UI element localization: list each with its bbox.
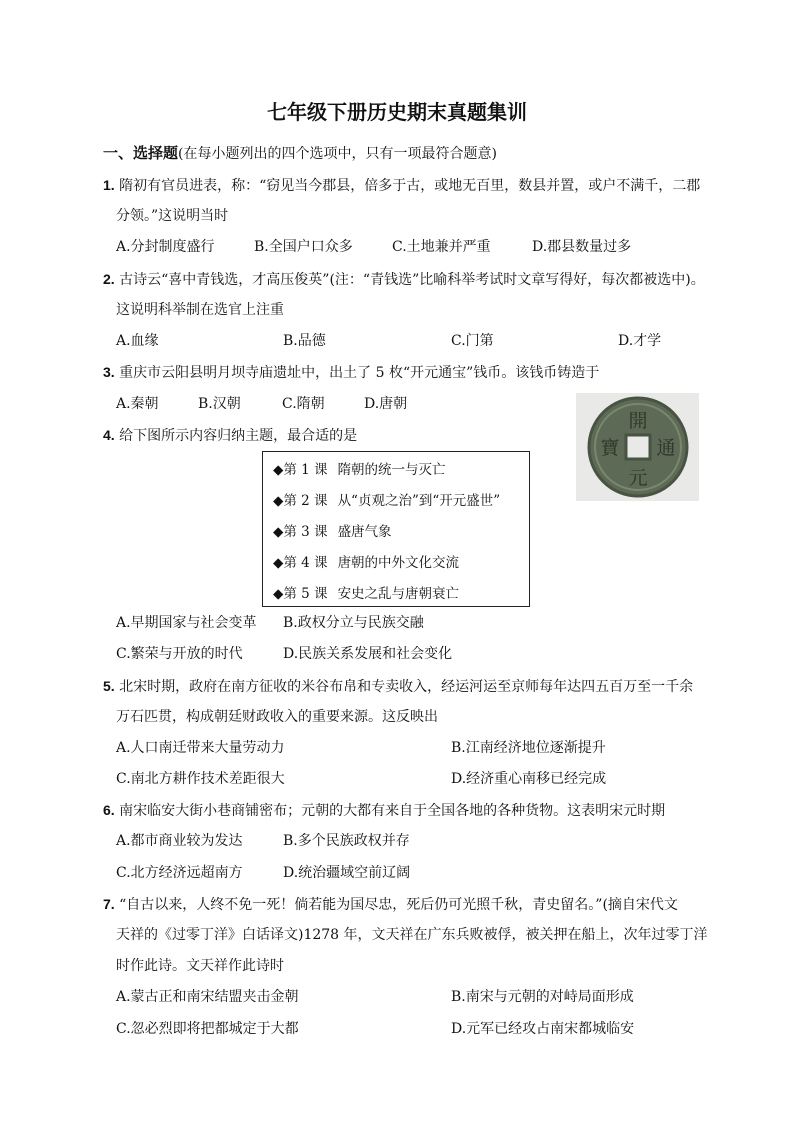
lesson-item	[273, 551, 459, 571]
lesson-title: 唐朝的中外文化交流	[337, 555, 460, 571]
question-number: 5.	[103, 678, 115, 694]
question-text-cont: 时作此诗。文天祥作此诗时	[116, 958, 284, 974]
coin-char-right: 通	[656, 437, 676, 459]
option-a[interactable]: A.血缘	[116, 333, 159, 349]
question-number: 3.	[103, 364, 115, 380]
lesson-number: ◆第 2 课	[273, 493, 328, 509]
option-c[interactable]: C.繁荣与开放的时代	[116, 646, 243, 662]
option-a[interactable]: A.早期国家与社会变革	[116, 615, 257, 631]
lesson-number: ◆第 3 课	[273, 524, 328, 540]
coin-char-left: 寶	[600, 437, 620, 459]
option-a[interactable]: A.分封制度盛行	[116, 239, 215, 255]
option-b[interactable]: B.南宋与元朝的对峙局面形成	[451, 989, 634, 1005]
option-a[interactable]: A.蒙古正和南宋结盟夹击金朝	[116, 989, 299, 1005]
option-d[interactable]: D.统治疆域空前辽阔	[283, 865, 411, 881]
option-b[interactable]: B.全国户口众多	[254, 239, 353, 255]
option-d[interactable]: D.郡县数量过多	[532, 239, 632, 255]
question-text: 重庆市云阳县明月坝寺庙遗址中，出土了 5 枚“开元通宝”钱币。该钱币铸造于	[119, 365, 600, 381]
question-3	[103, 357, 599, 389]
option-d[interactable]: D.元军已经攻占南宋都城临安	[451, 1021, 635, 1037]
question-4	[103, 420, 357, 452]
question-number: 1.	[103, 177, 115, 193]
question-number: 7.	[103, 896, 115, 912]
question-number: 6.	[103, 802, 115, 818]
option-c[interactable]: C.土地兼并严重	[392, 239, 491, 255]
question-text: 北宋时期，政府在南方征收的米谷布帛和专卖收入，经运河运至京师每年达四五百万至一千余	[119, 679, 694, 695]
lesson-title: 隋朝的统一与灭亡	[337, 462, 446, 478]
option-b[interactable]: B.多个民族政权并存	[283, 833, 410, 849]
question-number: 2.	[103, 271, 115, 287]
question-text: 给下图所示内容归纳主题，最合适的是	[119, 428, 358, 444]
option-b[interactable]: B.江南经济地位逐渐提升	[451, 740, 606, 756]
option-d[interactable]: D.经济重心南移已经完成	[451, 771, 607, 787]
lesson-item	[273, 520, 392, 540]
question-text-cont: 这说明科举制在选官上注重	[116, 302, 284, 318]
question-text: 南宋临安大街小巷商铺密布；元朝的大都有来自于全国各地的各种货物。这表明宋元时期	[119, 803, 666, 819]
option-c[interactable]: C.南北方耕作技术差距很大	[116, 771, 285, 787]
lesson-item	[273, 458, 446, 478]
question-6	[103, 795, 665, 827]
question-2	[103, 264, 705, 296]
question-text-cont: 万石匹贯，构成朝廷财政收入的重要来源。这反映出	[116, 709, 438, 725]
question-text-cont: 分领。”这说明当时	[116, 208, 229, 224]
option-d[interactable]: D.民族关系发展和社会变化	[283, 646, 453, 662]
option-c[interactable]: C.忽必烈即将把都城定于大都	[116, 1021, 299, 1037]
option-b[interactable]: B.品德	[283, 333, 326, 349]
coin-char-top: 開	[628, 410, 648, 432]
lesson-number: ◆第 4 课	[273, 555, 328, 571]
page-title: 七年级下册历史期末真题集训	[267, 100, 527, 124]
section-heading	[103, 142, 497, 163]
kaiyuan-tongbao-coin-icon	[576, 393, 699, 501]
option-a[interactable]: A.秦朝	[116, 396, 159, 412]
question-text: 隋初有官员进表，称：“窃见当今郡县，倍多于古，或地无百里，数县并置，或户不满千，二郡	[119, 178, 701, 194]
option-c[interactable]: C.北方经济远超南方	[116, 865, 243, 881]
question-5	[103, 671, 693, 703]
option-a[interactable]: A.都市商业较为发达	[116, 833, 243, 849]
lesson-item	[273, 489, 500, 509]
lesson-list-box	[262, 451, 530, 607]
question-text: 古诗云“喜中青钱选，才高压俊英”(注：“青钱选”比喻科举考试时文章写得好，每次都被选中)。	[119, 272, 705, 288]
lesson-item	[273, 582, 459, 602]
question-7	[103, 889, 678, 921]
option-c[interactable]: C.门第	[451, 333, 494, 349]
option-b[interactable]: B.政权分立与民族交融	[283, 615, 424, 631]
question-1	[103, 170, 700, 202]
lesson-number: ◆第 5 课	[273, 586, 328, 602]
lesson-number: ◆第 1 课	[273, 462, 328, 478]
section-label: 一、选择题	[103, 144, 179, 162]
lesson-title: 从“贞观之治”到“开元盛世”	[337, 493, 501, 509]
option-c[interactable]: C.隋朝	[282, 396, 325, 412]
option-d[interactable]: D.唐朝	[364, 396, 408, 412]
option-b[interactable]: B.汉朝	[198, 396, 241, 412]
section-note: (在每小题列出的四个选项中，只有一项最符合题意)	[178, 146, 497, 162]
question-text-cont: 天祥的《过零丁洋》白话译文)1278 年，文天祥在广东兵败被俘，被关押在船上，次年过零丁洋	[116, 927, 708, 943]
lesson-title: 安史之乱与唐朝衰亡	[337, 586, 460, 602]
option-a[interactable]: A.人口南迁带来大量劳动力	[116, 740, 285, 756]
question-text: “自古以来，人终不免一死！倘若能为国尽忠，死后仍可光照千秋，青史留名。”(摘自宋代文	[119, 897, 678, 913]
coin-char-bottom: 元	[628, 467, 648, 489]
lesson-title: 盛唐气象	[337, 524, 392, 540]
question-number: 4.	[103, 427, 115, 443]
option-d[interactable]: D.才学	[618, 333, 662, 349]
